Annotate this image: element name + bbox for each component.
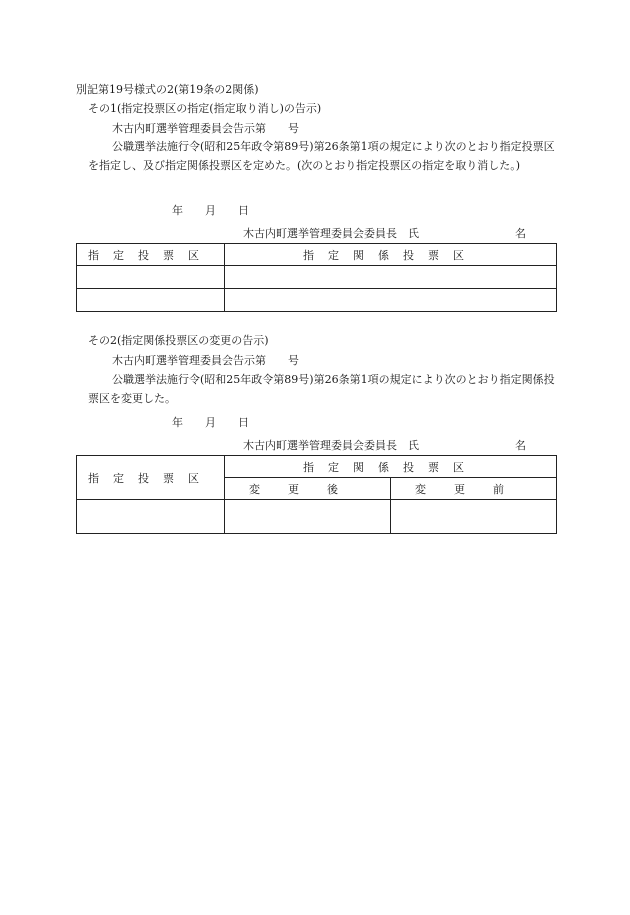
- table-cell: [225, 500, 391, 534]
- table-cell: [77, 500, 225, 534]
- section2-signer: 木古内町選挙管理委員会委員長 氏: [243, 439, 419, 452]
- section1-date: 年 月 日: [172, 204, 249, 217]
- section2-body-text: 公職選挙法施行令(昭和25年政令第89号)第26条第1項の規定により次のとおり指定関係投票区を変更した。: [88, 373, 555, 405]
- section2-col-before-change: 変更前: [391, 478, 557, 500]
- table-cell: [77, 266, 225, 289]
- section2-signer-name-suffix: 名: [515, 439, 526, 452]
- section2-title: その2(指定関係投票区の変更の告示): [88, 334, 269, 347]
- section1-body-text: 公職選挙法施行令(昭和25年政令第89号)第26条第1項の規定により次のとおり指定投票区を指定し、及び指定関係投票区を定めた。(次のとおり指定投票区の指定を取り消した。): [88, 140, 555, 172]
- section1-signer: 木古内町選挙管理委員会委員長 氏: [243, 227, 419, 240]
- section1-table: [76, 243, 557, 312]
- section1-title: その1(指定投票区の指定(指定取り消し)の告示): [88, 102, 322, 115]
- section2-col-after-change: 変更後: [225, 478, 391, 500]
- section2-table-header-row: [77, 456, 557, 478]
- form-identifier: 別記第19号様式の2(第19条の2関係): [76, 83, 259, 96]
- section1-table-header-row: [77, 244, 557, 266]
- section2-date: 年 月 日: [172, 416, 249, 429]
- section2-col-designated-district: 指定投票区: [77, 456, 225, 500]
- section2-notice-number: 木古内町選挙管理委員会告示第 号: [112, 354, 299, 367]
- table-cell: [225, 289, 557, 312]
- table-row: [77, 266, 557, 289]
- table-cell: [225, 266, 557, 289]
- table-cell: [391, 500, 557, 534]
- table-row: [77, 289, 557, 312]
- section2-table: [76, 455, 557, 534]
- table-row: [77, 500, 557, 534]
- section1-notice-number: 木古内町選挙管理委員会告示第 号: [112, 122, 299, 135]
- section1-signer-name-suffix: 名: [515, 227, 526, 240]
- section1-col-related-district: 指定関係投票区: [225, 244, 557, 266]
- table-cell: [77, 289, 225, 312]
- section1-col-designated-district: 指定投票区: [77, 244, 225, 266]
- section2-col-related-district: 指定関係投票区: [225, 456, 557, 478]
